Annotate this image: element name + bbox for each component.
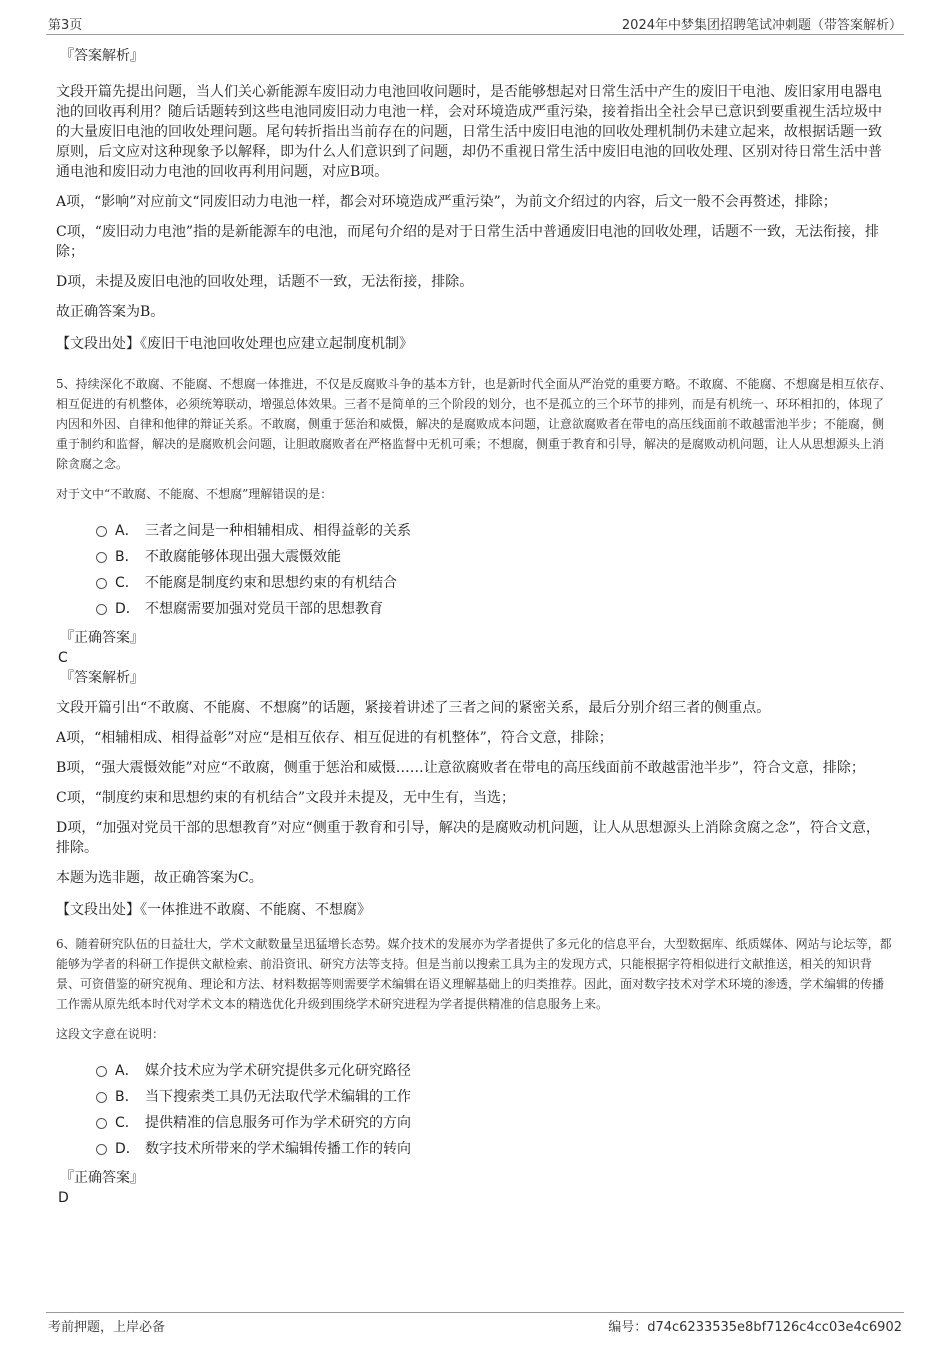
page-footer (46, 1312, 904, 1335)
page-number: 第3页 (48, 18, 83, 33)
q6-options (56, 1058, 892, 1162)
radio-icon[interactable] (96, 578, 107, 589)
q6-question: 这段文字意在说明： (56, 1027, 165, 1041)
q5-analysis-para-1: 文段开篇引出“不敢腐、不能腐、不想腐”的话题，紧接着讲述了三者之间的紧密关系，最后分别介绍三者的侧重点。 (56, 700, 771, 716)
q5-option-b[interactable] (96, 544, 892, 570)
radio-icon[interactable] (96, 526, 107, 537)
q5-analysis-para-2: A项，“相辅相成、相得益彰”对应“是相互依存、相互促进的有机整体”，符合文意，排除； (56, 730, 613, 746)
q5-question: 对于文中“不敢腐、不能腐、不想腐”理解错误的是： (56, 487, 333, 501)
option-letter: A． (115, 523, 139, 539)
q5-source: 【文段出处】《一体推进不敢腐、不能腐、不想腐》 (56, 902, 371, 918)
q4-analysis-para-3: C项，“废旧动力电池”指的是新能源车的电池，而尾句介绍的是对于日常生活中普通废旧电池的回收处理，话题不一致，无法衔接，排除； (56, 224, 880, 260)
option-text: 不能腐是制度约束和思想约束的有机结合 (145, 575, 397, 591)
document-title: 2024年中梦集团招聘笔试冲刺题（带答案解析） (621, 18, 902, 33)
option-text: 媒介技术应为学术研究提供多元化研究路径 (145, 1063, 411, 1079)
option-letter: A． (115, 1063, 139, 1079)
page-header (46, 12, 904, 35)
option-letter: B． (115, 1089, 139, 1105)
footer-slogan: 考前押题，上岸必备 (48, 1320, 166, 1335)
q5-analysis-para-3: B项，“强大震慑效能”对应“不敢腐，侧重于惩治和威慑……让意欲腐败者在带电的高压线面前不敢越雷池半步”，符合文意，排除； (56, 760, 865, 776)
radio-icon[interactable] (96, 604, 107, 615)
q6-option-a[interactable] (96, 1058, 892, 1084)
q4-analysis-conclusion: 故正确答案为B。 (56, 304, 165, 320)
q6-stem: 6、随着研究队伍的日益壮大，学术文献数量呈迅猛增长态势。媒介技术的发展亦为学者提供了多元化的信息平台，大型数据库、纸质媒体、网站与论坛等，都能够为学者的科研工作提供文献检索、前沿资讯、研究方法等支持。但是当前以搜索工具为主的发现方式，只能根据字符相似进行文献推送，相关的知识背景、可资借鉴的研究视角、理论和方法、材料数据等则需要学术编辑在语义理解基础上的归类推荐。因此，面对数字技术对学术环境的渗透，学术编辑的传播工作需从原先纸本时代对学术文本的精选优化升级到围绕学术研究进程为学者提供精准的信息服务上来。 (56, 937, 892, 1011)
radio-icon[interactable] (96, 552, 107, 563)
option-letter: C． (115, 575, 139, 591)
q6-option-b[interactable] (96, 1084, 892, 1110)
option-text: 提供精准的信息服务可作为学术研究的方向 (145, 1115, 411, 1131)
q5-analysis-para-4: C项，“制度约束和思想约束的有机结合”文段并未提及，无中生有，当选； (56, 790, 516, 806)
option-text: 不敢腐能够体现出强大震慑效能 (145, 549, 341, 565)
option-letter: B． (115, 549, 139, 565)
q6-option-d[interactable] (96, 1136, 892, 1162)
q5-answer: C (58, 650, 68, 666)
analysis-label: 『答案解析』 (60, 670, 144, 686)
document-code: 编号：d74c6233535e8bf7126c4cc03e4c6902 (608, 1320, 902, 1335)
option-text: 数字技术所带来的学术编辑传播工作的转向 (145, 1141, 411, 1157)
q5-analysis-conclusion: 本题为选非题，故正确答案为C。 (56, 870, 263, 886)
q5-option-d[interactable] (96, 596, 892, 622)
radio-icon[interactable] (96, 1066, 107, 1077)
q5-analysis-para-5: D项，“加强对党员干部的思想教育”对应“侧重于教育和引导，解决的是腐败动机问题，让人从思想源头上消除贪腐之念”，符合文意，排除。 (56, 820, 880, 856)
correct-answer-label: 『正确答案』 (60, 1170, 144, 1186)
option-letter: D． (115, 601, 140, 617)
q4-analysis-para-4: D项，未提及废旧电池的回收处理，话题不一致，无法衔接，排除。 (56, 274, 474, 290)
q4-analysis-para-2: A项，“影响”对应前文“同废旧动力电池一样，都会对环境造成严重污染”，为前文介绍过的内容，后文一般不会再赘述，排除； (56, 194, 837, 210)
option-letter: C． (115, 1115, 139, 1131)
q5-option-a[interactable] (96, 518, 892, 544)
analysis-label: 『答案解析』 (60, 48, 144, 64)
correct-answer-label: 『正确答案』 (60, 630, 144, 646)
page-content (56, 44, 892, 1208)
radio-icon[interactable] (96, 1092, 107, 1103)
q5-options (56, 518, 892, 622)
radio-icon[interactable] (96, 1144, 107, 1155)
q5-option-c[interactable] (96, 570, 892, 596)
q5-stem: 5、持续深化不敢腐、不能腐、不想腐一体推进，不仅是反腐败斗争的基本方针，也是新时代全面从严治党的重要方略。不敢腐、不能腐、不想腐是相互依存、相互促进的有机整体，必须统筹联动，增强总体效果。三者不是简单的三个阶段的划分，也不是孤立的三个环节的排列，而是有机统一、环环相扣的，体现了内因和外因、自律和他律的辩证关系。不敢腐，侧重于惩治和威慑，解决的是腐败成本问题，让意欲腐败者在带电的高压线面前不敢越雷池半步；不能腐，侧重于制约和监督，解决的是腐败机会问题，让胆敢腐败者在严格监督中无机可乘；不想腐，侧重于教育和引导，解决的是腐败动机问题，让人从思想源头上消除贪腐之念。 (56, 377, 892, 471)
option-letter: D． (115, 1141, 140, 1157)
q6-option-c[interactable] (96, 1110, 892, 1136)
q6-answer: D (58, 1190, 69, 1206)
option-text: 三者之间是一种相辅相成、相得益彰的关系 (145, 523, 411, 539)
option-text: 不想腐需要加强对党员干部的思想教育 (145, 601, 383, 617)
radio-icon[interactable] (96, 1118, 107, 1129)
q4-source: 【文段出处】《废旧干电池回收处理也应建立起制度机制》 (56, 336, 413, 352)
q4-analysis-para-1: 文段开篇先提出问题，当人们关心新能源车废旧动力电池回收问题时，是否能够想起对日常生活中产生的废旧干电池、废旧家用电器电池的回收再利用？随后话题转到这些电池同废旧动力电池一样，会对环境造成严重污染，接着指出全社会早已意识到要重视生活垃圾中的大量废旧电池的回收处理问题。尾句转折指出当前存在的问题，日常生活中废旧电池的回收处理机制仍未建立起来，故根据话题一致原则，后文应对这种现象予以解释，即为什么人们意识到了问题，却仍不重视日常生活中废旧电池的回收处理、区别对待日常生活中普通电池和废旧动力电池的回收再利用问题，对应B项。 (56, 84, 882, 180)
option-text: 当下搜索类工具仍无法取代学术编辑的工作 (145, 1089, 411, 1105)
